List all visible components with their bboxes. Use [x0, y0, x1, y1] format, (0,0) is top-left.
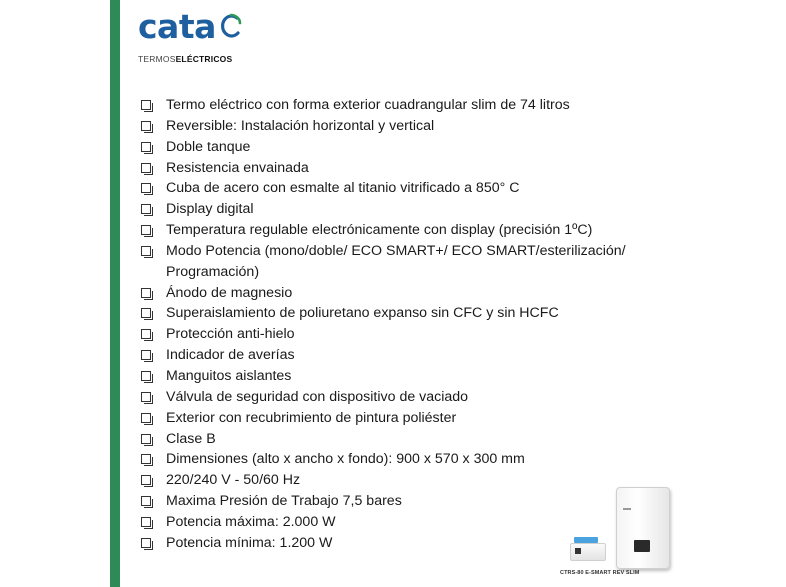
checkbox-bullet-icon	[140, 95, 154, 116]
feature-text: Modo Potencia (mono/doble/ ECO SMART+/ ECO SMART/esterilización/ Programación)	[166, 242, 626, 280]
feature-text: Indicador de averías	[166, 347, 295, 364]
subtitle-bold: ELÉCTRICOS	[175, 54, 233, 64]
feature-item	[140, 116, 700, 137]
feature-text: Maxima Presión de Trabajo 7,5 bares	[166, 493, 402, 510]
subtitle-light: TERMOS	[138, 54, 176, 64]
feature-item	[140, 178, 700, 199]
heater-horizontal-image	[570, 543, 606, 561]
checkbox-bullet-icon	[140, 283, 154, 304]
checkbox-bullet-icon	[140, 366, 154, 387]
feature-item	[140, 449, 700, 470]
checkbox-bullet-icon	[140, 137, 154, 158]
feature-text: Termo eléctrico con forma exterior cuadrangular slim de 74 litros	[166, 97, 570, 113]
feature-text: Doble tanque	[166, 138, 251, 155]
feature-item	[140, 241, 700, 283]
feature-text: Potencia máxima: 2.000 W	[166, 513, 336, 530]
checkbox-bullet-icon	[140, 533, 154, 554]
feature-text: Temperatura regulable electrónicamente con display (precisión 1ºC)	[166, 222, 593, 239]
logo-text: cata	[138, 7, 216, 46]
accent-bar	[110, 0, 120, 587]
feature-item	[140, 137, 700, 158]
heater-display	[634, 540, 650, 552]
feature-item	[140, 345, 700, 366]
checkbox-bullet-icon	[140, 345, 154, 366]
feature-item	[140, 366, 700, 387]
checkbox-bullet-icon	[140, 449, 154, 470]
feature-item	[140, 283, 700, 304]
feature-item	[140, 324, 700, 345]
heater-horizontal-display	[575, 548, 581, 554]
checkbox-bullet-icon	[140, 324, 154, 345]
feature-text: 220/240 V - 50/60 Hz	[166, 472, 301, 489]
feature-text: Reversible: Instalación horizontal y vertical	[166, 117, 435, 134]
feature-text: Resistencia envainada	[166, 159, 309, 176]
feature-item	[140, 387, 700, 408]
checkbox-bullet-icon	[140, 116, 154, 137]
checkbox-bullet-icon	[140, 408, 154, 429]
logo	[138, 8, 242, 46]
checkbox-bullet-icon	[140, 178, 154, 199]
checkbox-bullet-icon	[140, 429, 154, 450]
checkbox-bullet-icon	[140, 199, 154, 220]
feature-text: Válvula de seguridad con dispositivo de vaciado	[166, 388, 469, 405]
checkbox-bullet-icon	[140, 470, 154, 491]
checkbox-bullet-icon	[140, 491, 154, 512]
feature-text: Manguitos aislantes	[166, 367, 292, 384]
product-image	[560, 487, 670, 582]
feature-text: Protección anti-hielo	[166, 326, 295, 343]
heater-brandmark	[623, 508, 631, 510]
feature-text: Dimensiones (alto x ancho x fondo): 900 x 570 x 300 mm	[166, 451, 525, 468]
feature-text: Cuba de acero con esmalte al titanio vitrificado a 850° C	[166, 180, 520, 197]
feature-text: Potencia mínima: 1.200 W	[166, 534, 333, 551]
checkbox-bullet-icon	[140, 220, 154, 241]
feature-list	[140, 95, 700, 554]
logo-swirl-icon	[220, 13, 242, 44]
feature-text: Ánodo de magnesio	[166, 284, 293, 301]
brand-header	[138, 8, 242, 64]
feature-text: Exterior con recubrimiento de pintura poliéster	[166, 409, 457, 426]
brand-subtitle	[138, 54, 242, 64]
checkbox-bullet-icon	[140, 512, 154, 533]
feature-item	[140, 220, 700, 241]
feature-item	[140, 95, 700, 116]
feature-item	[140, 158, 700, 179]
feature-text: Display digital	[166, 201, 254, 218]
checkbox-bullet-icon	[140, 387, 154, 408]
feature-item	[140, 199, 700, 220]
feature-item	[140, 429, 700, 450]
water-heater-image	[616, 487, 670, 569]
product-caption: CTRS-80 E-SMART REV SLIM	[560, 570, 640, 576]
feature-text: Clase B	[166, 430, 216, 447]
feature-item	[140, 408, 700, 429]
checkbox-bullet-icon	[140, 303, 154, 324]
checkbox-bullet-icon	[140, 241, 154, 262]
checkbox-bullet-icon	[140, 158, 154, 179]
feature-item	[140, 303, 700, 324]
feature-text: Superaislamiento de poliuretano expanso sin CFC y sin HCFC	[166, 305, 559, 322]
